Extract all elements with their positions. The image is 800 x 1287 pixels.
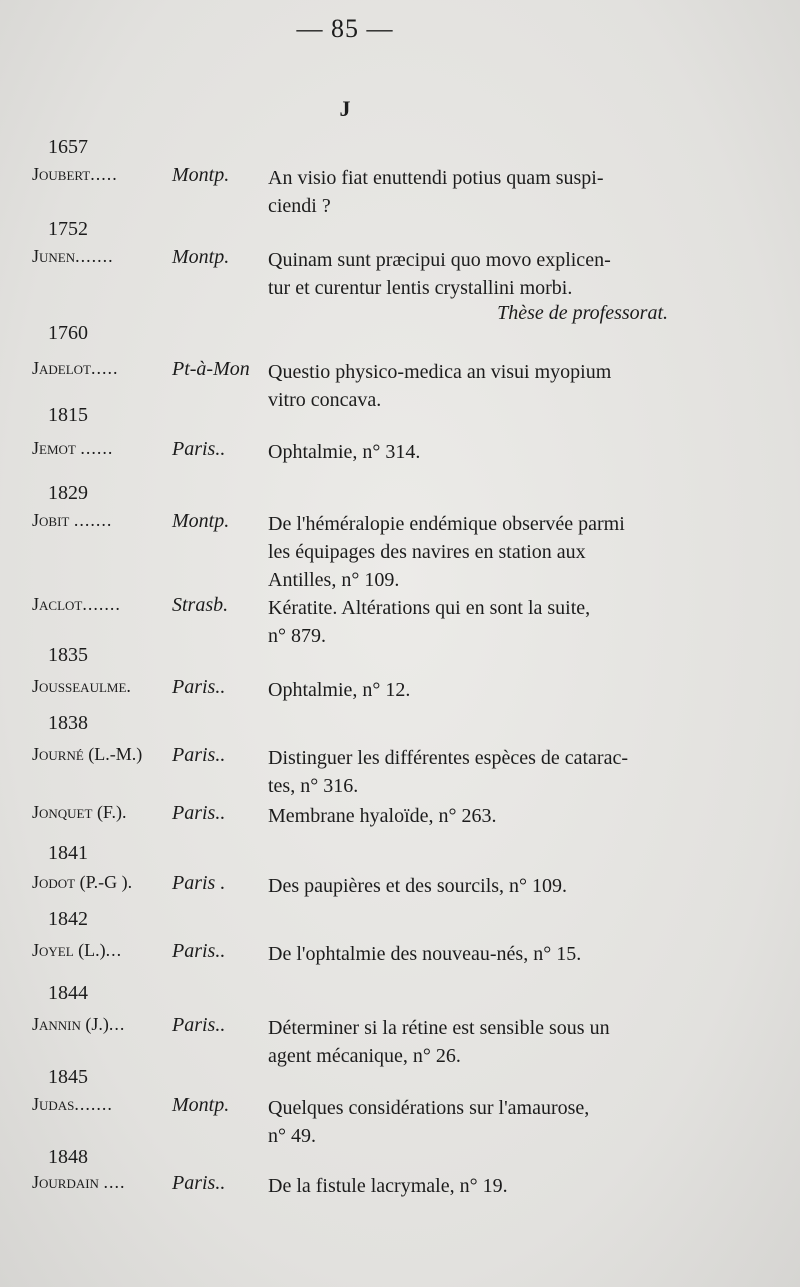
place-of-thesis: Montp. bbox=[172, 1094, 230, 1116]
place-of-thesis: Paris.. bbox=[172, 1172, 226, 1194]
year-heading: 1845 bbox=[48, 1066, 88, 1088]
author-name: Judas....... bbox=[32, 1094, 113, 1114]
year-heading: 1835 bbox=[48, 644, 88, 666]
place-of-thesis: Montp. bbox=[172, 510, 230, 532]
author-name: Jaclot....... bbox=[32, 594, 121, 614]
author-name: Journé (L.-M.) bbox=[32, 744, 143, 764]
place-of-thesis: Paris.. bbox=[172, 676, 226, 698]
thesis-title: Ophtalmie, n° 12. bbox=[268, 679, 411, 701]
author-name: Jobit ....... bbox=[32, 510, 113, 530]
year-heading: 1815 bbox=[48, 404, 88, 426]
author-name: Jonquet (F.). bbox=[32, 802, 128, 822]
year-heading: 1841 bbox=[48, 842, 88, 864]
place-of-thesis: Paris.. bbox=[172, 438, 226, 460]
author-name: Jannin (J.)... bbox=[32, 1014, 126, 1034]
year-heading: 1838 bbox=[48, 712, 88, 734]
thesis-title: Quelques considérations sur l'amaurose, n° 49. bbox=[268, 1097, 590, 1147]
place-of-thesis: Paris.. bbox=[172, 940, 226, 962]
author-name: Joyel (L.)... bbox=[32, 940, 123, 960]
place-of-thesis: Paris.. bbox=[172, 744, 226, 766]
thesis-title: Quinam sunt præcipui quo movo explicen- tur et curentur lentis crystallini morbi. bbox=[268, 249, 611, 299]
year-heading: 1752 bbox=[48, 218, 88, 240]
author-name: Jemot ...... bbox=[32, 438, 114, 458]
author-name: Jousseaulme. bbox=[32, 676, 132, 696]
year-heading: 1657 bbox=[48, 136, 88, 158]
thesis-title: Kératite. Altérations qui en sont la suite, n° 879. bbox=[268, 597, 591, 647]
year-heading: 1829 bbox=[48, 482, 88, 504]
place-of-thesis: Montp. bbox=[172, 246, 230, 268]
thesis-title: Ophtalmie, n° 314. bbox=[268, 441, 421, 463]
section-letter: J bbox=[339, 96, 351, 121]
thesis-note: Thèse de professorat. bbox=[497, 302, 668, 324]
place-of-thesis: Paris.. bbox=[172, 802, 226, 824]
thesis-title: An visio fiat enuttendi potius quam suspi- ciendi ? bbox=[268, 167, 604, 217]
year-heading: 1844 bbox=[48, 982, 88, 1004]
year-heading: 1760 bbox=[48, 322, 88, 344]
year-heading: 1848 bbox=[48, 1146, 88, 1168]
place-of-thesis: Paris . bbox=[172, 872, 226, 894]
year-heading: 1842 bbox=[48, 908, 88, 930]
author-name: Jourdain .... bbox=[32, 1172, 126, 1192]
thesis-title: De l'ophtalmie des nouveau-nés, n° 15. bbox=[268, 943, 582, 965]
place-of-thesis: Pt-à-Mon bbox=[172, 358, 250, 380]
author-name: Joubert..... bbox=[32, 164, 118, 184]
thesis-title: De la fistule lacrymale, n° 19. bbox=[268, 1175, 508, 1197]
thesis-title: Distinguer les différentes espèces de catarac- tes, n° 316. bbox=[268, 747, 629, 797]
place-of-thesis: Montp. bbox=[172, 164, 230, 186]
author-name: Jodot (P.-G ). bbox=[32, 872, 133, 892]
place-of-thesis: Strasb. bbox=[172, 594, 229, 616]
thesis-title: Membrane hyaloïde, n° 263. bbox=[268, 805, 497, 827]
thesis-title: Questio physico-medica an visui myopium vitro concava. bbox=[268, 361, 612, 411]
author-name: Jadelot..... bbox=[32, 358, 119, 378]
place-of-thesis: Paris.. bbox=[172, 1014, 226, 1036]
author-name: Junen....... bbox=[32, 246, 114, 266]
thesis-title: Déterminer si la rétine est sensible sous un agent mécanique, n° 26. bbox=[268, 1017, 610, 1067]
thesis-title: Des paupières et des sourcils, n° 109. bbox=[268, 875, 568, 897]
thesis-title: De l'héméralopie endémique observée parmi les équipages des navires en station aux Antilles, n° 109. bbox=[268, 513, 625, 591]
page-number: — 85 — bbox=[296, 14, 394, 43]
